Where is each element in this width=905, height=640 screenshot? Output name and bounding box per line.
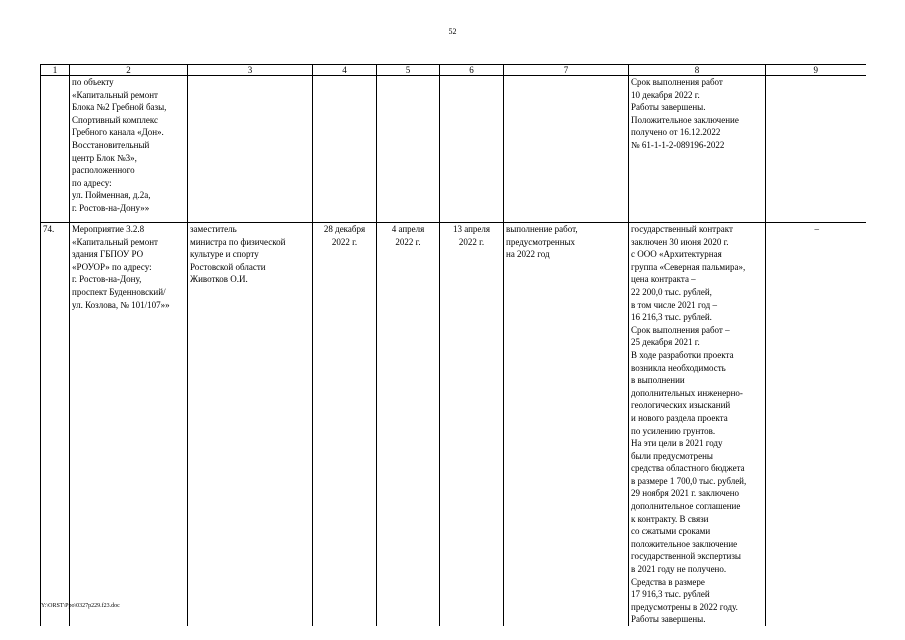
planned-date-cell: 28 декабря 2022 г. [313,223,377,627]
table-row [41,76,866,223]
row-number-cell: 74. [41,223,70,627]
page-number: 52 [448,27,457,36]
column-number: 6 [440,65,504,76]
end-date-cell: 13 апреля 2022 г. [440,223,504,627]
column-number: 8 [629,65,766,76]
result-cell: выполнение работ, предусмотренных на 2022 год [504,223,629,627]
report-table [40,64,866,626]
column-number: 1 [41,65,70,76]
status-cell: Срок выполнения работ 10 декабря 2022 г. Работы завершены. Положительное заключение получено от 16.12.2022 № 61-1-1-2-089196-2022 [629,76,766,223]
responsible-cell [188,76,313,223]
measure-name-cell: по объекту «Капитальный ремонт Блока №2 Гребной базы, Спортивный комплекс Гребного канала «Дон». Восстановительный центр Блок №3», расположенного по адресу: ул. Пойменная, д.2а, г. Ростов-на-Дону»» [70,76,188,223]
footer-file-path: Y:\ORST\Ppo\0327p229.f23.doc [41,603,120,609]
column-number: 4 [313,65,377,76]
planned-date-cell [313,76,377,223]
table-row [41,223,866,627]
start-date-cell: 4 апреля 2022 г. [377,223,440,627]
measure-name-cell: Мероприятие 3.2.8 «Капитальный ремонт здания ГБПОУ РО «РОУОР» по адресу: г. Ростов-на-Дону, проспект Буденновский/ ул. Козлова, № 101/107»» [70,223,188,627]
column-number: 5 [377,65,440,76]
end-date-cell [440,76,504,223]
responsible-cell: заместитель министра по физической культуре и спорту Ростовской области Животков О.И. [188,223,313,627]
status-cell: государственный контракт заключен 30 июня 2020 г. с ООО «Архитектурная группа «Северная пальмира», цена контракта – 22 200,0 тыс. рублей, в том числе 2021 год – 16 216,3 тыс. рублей. Срок выполнения работ – 25 декабря 2021 г. В ходе разработки проекта возникла необходимость в выполнении дополнительных инженерно- геологических изысканий и нового раздела проекта по усилению грунтов. На эти цели в 2021 году были предусмотрены средства областного бюджета в размере 1 700,0 тыс. рублей, 29 ноября 2021 г. заключено дополнительное соглашение к контракту. В связи со сжатыми сроками положительное заключение государственной экспертизы в 2021 году не получено. Средства в размере 17 916,3 тыс. рублей предусмотрены в 2022 году. Работы завершены. [629,223,766,627]
result-cell [504,76,629,223]
start-date-cell [377,76,440,223]
note-cell [766,76,866,223]
note-cell: – [766,223,866,627]
column-number: 2 [70,65,188,76]
column-number: 3 [188,65,313,76]
column-number: 7 [504,65,629,76]
column-number-row [41,65,866,76]
row-number-cell [41,76,70,223]
column-number: 9 [766,65,866,76]
